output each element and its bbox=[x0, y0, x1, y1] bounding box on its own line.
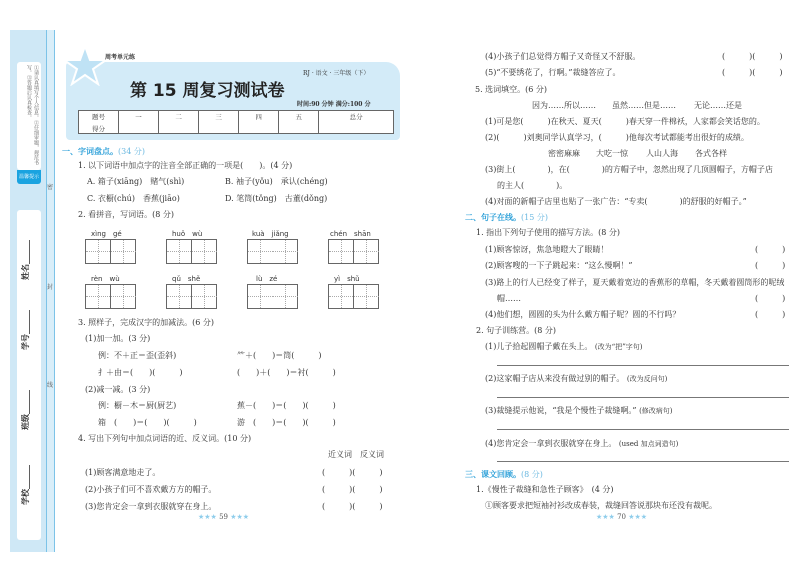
answer-blank[interactable]: ( ) bbox=[755, 261, 786, 270]
question: 2. 句子训练营。(8 分) bbox=[476, 326, 557, 335]
example: 例：橱－木＝厨(厨艺) bbox=[98, 401, 177, 410]
pinyin-label: yì shǔ bbox=[334, 275, 360, 283]
score-header: 二 bbox=[159, 111, 199, 134]
fill-item[interactable]: (2)( )刘奥同学认真学习，( )他每次考试都能考出很好的成绩。 bbox=[485, 133, 749, 142]
list-item: (1)儿子拾起圆帽子戴在头上。 (改为“把”字句) bbox=[485, 342, 643, 351]
section-3-title: 三、课文回顾。(8 分) bbox=[465, 469, 543, 479]
star-logo-icon bbox=[62, 44, 108, 86]
tips-label: 温馨提示 bbox=[17, 170, 41, 184]
fill-item[interactable]: 扌＋由＝( )( ) bbox=[98, 368, 183, 377]
score-table bbox=[78, 110, 394, 134]
pinyin-label: chén shān bbox=[330, 230, 371, 238]
question-4: 4. 写出下列句中加点词语的近、反义词。(10 分) bbox=[78, 434, 252, 443]
question-1: 1. 以下词语中加点字的注音全部正确的一项是( )。(4 分) bbox=[78, 161, 293, 170]
column-header: 近义词 反义词 bbox=[328, 450, 384, 459]
pinyin-label: huǒ wù bbox=[172, 230, 203, 238]
list-item: 帽…… bbox=[497, 294, 521, 303]
writing-box[interactable] bbox=[247, 284, 298, 309]
stars-icon: ★★★ bbox=[227, 513, 250, 521]
option-a: A. 箱子(xiāng) 赌气(shì) bbox=[87, 177, 185, 186]
edition-label: RJ · 语文 · 三年级（下） bbox=[303, 70, 370, 77]
question-3-2: (2)减一减。(3 分) bbox=[85, 385, 151, 394]
fill-item[interactable]: 箱 ( )＝( )( ) bbox=[98, 418, 197, 427]
fill-item[interactable]: (1)可是您( )在秋天、夏天( )春天穿一件棉袄，人家都会笑话您的。 bbox=[485, 117, 765, 126]
list-item: (2)小孩子们可不喜欢戴方方的帽子。 bbox=[85, 485, 217, 494]
question-5: 5. 选词填空。(6 分) bbox=[475, 85, 548, 94]
word-option: 密密麻麻 bbox=[548, 149, 580, 158]
pinyin-label: rèn wù bbox=[91, 275, 120, 283]
pinyin-label: kuà jiǎng bbox=[252, 230, 289, 238]
seal-char: 密 bbox=[47, 184, 54, 191]
seal-strip bbox=[46, 30, 55, 552]
stars-icon: ★★★ bbox=[596, 513, 618, 521]
answer-line[interactable] bbox=[497, 461, 789, 462]
list-item: (1)顾客惊讶，焦急地瞪大了眼睛！ bbox=[485, 245, 609, 254]
answer-blank[interactable]: ( )( ) bbox=[722, 68, 783, 77]
list-item: (4)您肯定会一拿到衣服就穿在身上。 (used 加点词造句) bbox=[485, 439, 679, 448]
class-field[interactable]: 班级______ bbox=[20, 390, 30, 430]
list-item: (3)路上的行人已经变了样子，夏天戴着宽边的香蕉形的草帽，冬天戴着圆筒形的呢绒 bbox=[485, 278, 785, 287]
page-title: 第 15 周复习测试卷 bbox=[130, 81, 285, 101]
list-item: (3)裁缝提示他说，“我是个慢性子裁缝啊。” (修改病句) bbox=[485, 406, 673, 415]
word-option: 因为……所以…… bbox=[532, 101, 596, 110]
answer-blank[interactable]: ( )( ) bbox=[722, 52, 783, 61]
page-number: ★★★ 70 ★★★ bbox=[596, 513, 648, 521]
list-item: (2)这家帽子店从来没有做过别的帽子。 (改为反问句) bbox=[485, 374, 668, 383]
list-item: (2)顾客嗖的一下子跳起来：“这么慢啊！” bbox=[485, 261, 633, 270]
writing-box[interactable] bbox=[166, 284, 217, 309]
answer-blank[interactable]: ( ) bbox=[755, 245, 786, 254]
example: 例：不＋正＝歪(歪斜) bbox=[98, 351, 177, 360]
score-row-label: 得分 bbox=[79, 123, 119, 134]
word-option: 大吃一惊 bbox=[596, 149, 628, 158]
seal-char: 线 bbox=[47, 382, 54, 389]
word-option: 人山人海 bbox=[646, 149, 678, 158]
pinyin-label: qǔ shě bbox=[172, 275, 201, 283]
question-2: 2. 看拼音，写词语。(8 分) bbox=[78, 210, 175, 219]
score-header: 一 bbox=[119, 111, 159, 134]
answer-blank[interactable]: ( ) bbox=[755, 310, 786, 319]
fill-item[interactable]: (3)街上( )，在( )的方帽子中，忽然出现了几顶圆帽子，方帽子店 bbox=[485, 165, 773, 174]
page-number: ★★★ 59 ★★★ bbox=[198, 513, 250, 521]
answer-blank[interactable]: ( )( ) bbox=[322, 468, 383, 477]
list-item: (4)他们想，圆圆的头为什么戴方帽子呢？圆的不行吗？ bbox=[485, 310, 681, 319]
word-option: 各式各样 bbox=[695, 149, 727, 158]
pinyin-label: lù zé bbox=[256, 275, 278, 283]
answer-blank[interactable]: ( ) bbox=[755, 294, 786, 303]
word-option: 虽然……但是…… bbox=[612, 101, 676, 110]
fill-item[interactable]: ⺮＋( )＝筒( ) bbox=[237, 351, 322, 360]
answer-blank[interactable]: ( )( ) bbox=[322, 485, 383, 494]
writing-box[interactable] bbox=[85, 239, 136, 264]
option-c: C. 衣橱(chú) 香蕉(jiāo) bbox=[87, 194, 180, 203]
score-header: 五 bbox=[279, 111, 319, 134]
question-3-1: (1)加一加。(3 分) bbox=[85, 334, 151, 343]
writing-box[interactable] bbox=[247, 239, 298, 264]
series-label: 周考单元练 bbox=[105, 54, 136, 61]
list-item: (1)顾客满意地走了。 bbox=[85, 468, 161, 477]
pinyin-label: xìng gé bbox=[91, 230, 122, 238]
answer-line[interactable] bbox=[497, 429, 789, 430]
section-1-title: 一、字词盘点。(34 分) bbox=[62, 146, 145, 156]
stars-icon: ★★★ bbox=[198, 513, 220, 521]
answer-line[interactable] bbox=[497, 365, 789, 366]
word-option: 无论……还是 bbox=[694, 101, 742, 110]
score-header: 题号 bbox=[79, 111, 119, 123]
writing-box[interactable] bbox=[328, 284, 379, 309]
student-id-field[interactable]: 学号______ bbox=[20, 310, 30, 350]
fill-item[interactable]: 蕉－( )＝( )( ) bbox=[237, 401, 336, 410]
list-item: ①顾客要求把短袖衬衫改成春装，裁缝回答说那块布还没有裁呢。 bbox=[485, 501, 717, 510]
fill-item[interactable]: (4)对面的新帽子店里也贴了一张广告：“专卖( )的舒服的好帽子。” bbox=[485, 197, 747, 206]
list-item: (4)小孩子们总觉得方帽子又奇怪又不舒服。 bbox=[485, 52, 641, 61]
answer-blank[interactable]: ( )( ) bbox=[322, 502, 383, 511]
list-item: (3)您肯定会一拿到衣服就穿在身上。 bbox=[85, 502, 217, 511]
score-header: 总分 bbox=[319, 111, 394, 134]
option-b: B. 袖子(yǒu) 承认(chéng) bbox=[225, 177, 328, 186]
school-field[interactable]: 学校______ bbox=[20, 465, 30, 505]
score-header: 三 bbox=[199, 111, 239, 134]
name-field[interactable]: 姓名______ bbox=[20, 240, 30, 280]
answer-line[interactable] bbox=[497, 397, 789, 398]
writing-box[interactable] bbox=[85, 284, 136, 309]
writing-box[interactable] bbox=[328, 239, 379, 264]
fill-item[interactable]: 游 ( )＝( )( ) bbox=[237, 418, 336, 427]
time-score-label: 时间:90 分钟 满分:100 分 bbox=[297, 101, 371, 108]
fill-item[interactable]: ( )＋( )＝衬( ) bbox=[237, 368, 336, 377]
list-item: (5)“不要绣花了，行啊。”裁缝答应了。 bbox=[485, 68, 621, 77]
tips-box: ①请认真填写个人信息。②仔细审题，规范书写。③答题后认真检查。 bbox=[17, 62, 41, 170]
question-3: 3. 照样子，完成汉字的加减法。(6 分) bbox=[78, 318, 215, 327]
question: 1.《慢性子裁缝和急性子顾客》 (4 分) bbox=[476, 485, 614, 494]
option-d: D. 笔筒(tǒng) 古董(dǒng) bbox=[225, 194, 328, 203]
writing-box[interactable] bbox=[166, 239, 217, 264]
fill-item[interactable]: 的主人( )。 bbox=[497, 181, 568, 190]
score-header: 四 bbox=[239, 111, 279, 134]
stars-icon: ★★★ bbox=[625, 513, 648, 521]
section-2-title: 二、句子在线。(15 分) bbox=[465, 212, 548, 222]
question: 1. 指出下列句子使用的描写方法。(8 分) bbox=[476, 228, 621, 237]
seal-char: 封 bbox=[47, 284, 54, 291]
